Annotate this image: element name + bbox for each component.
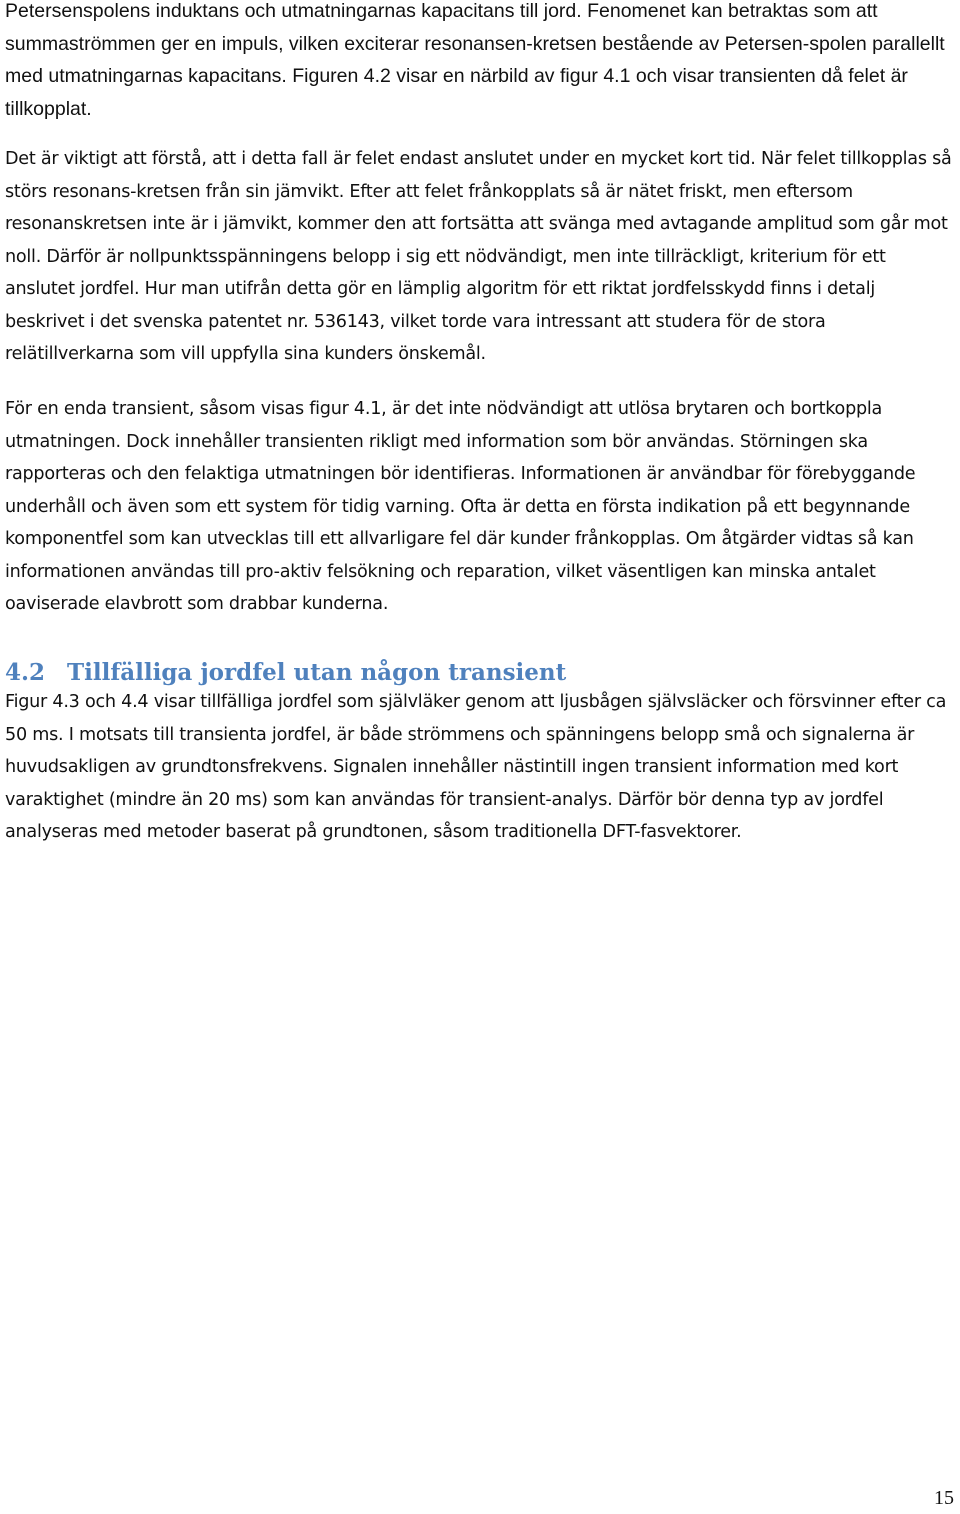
paragraph-resonance-intro: Petersenspolens induktans och utmatningarnas kapacitans till jord. Fenomenet kan betraktas som att summaströmmen ger en impuls, vilken exciterar resonansen-kretsen bestående av Petersen-spolen parallellt med utmatningarnas kapacitans. Figuren 4.2 visar en närbild av figur 4.1 och visar transienten då felet är tillkopplat.: [5, 0, 945, 120]
paragraph-fault-duration: Det är viktigt att förstå, att i detta fall är felet endast anslutet under en mycket kort tid. När felet tillkopplas så störs resonans-kretsen från sin jämvikt. Efter att felet frånkopplats så är nätet friskt, men eftersom resonanskretsen inte är i jämvikt, kommer den att fortsätta att svänga med avtagande amplitud som går mot noll. Därför är nollpunktsspänningens belopp i sig ett nödvändigt, men inte tillräckligt, kriterium för ett anslutet jordfel. Hur man utifrån detta gör en lämplig algoritm för ett riktat jordfelsskydd finns i detalj beskrivet i det svenska patentet nr. 536143, vilket torde vara intressant att studera för de stora relätillverkarna som vill uppfylla sina kunders önskemål.: [5, 149, 952, 364]
page-number: 15: [934, 1487, 954, 1509]
section-title: Tillfälliga jordfel utan någon transient: [67, 659, 567, 686]
section-number: 4.2: [5, 659, 46, 686]
paragraph-single-transient: För en enda transient, såsom visas figur 4.1, är det inte nödvändigt att utlösa brytaren och bortkoppla utmatningen. Dock innehåller transienten rikligt med information som bör användas. Störningen ska rapporteras och den felaktiga utmatningen bör identifieras. Informationen är användbar för förebyggande underhåll och även som ett system för tidig varning. Ofta är detta en första indikation på ett begynnande komponentfel som kan utvecklas till ett allvarligare fel där kunder frånkopplas. Om åtgärder vidtas så kan informationen användas till pro-aktiv felsökning och reparation, vilket väsentligen kan minska antalet oaviserade elavbrott som drabbar kunderna.: [5, 399, 916, 614]
paragraph-temporary-faults: Figur 4.3 och 4.4 visar tillfälliga jordfel som självläker genom att ljusbågen självsläcker och försvinner efter ca 50 ms. I motsats till transienta jordfel, är både strömmens och spänningens belopp små och signalerna är huvudsakligen av grundtonsfrekvens. Signalen innehåller nästintill ingen transient information med kort varaktighet (mindre än 20 ms) som kan användas för transient-analys. Därför bör denna typ av jordfel analyseras med metoder baserat på grundtonen, såsom traditionella DFT-fasvektorer.: [5, 692, 947, 842]
